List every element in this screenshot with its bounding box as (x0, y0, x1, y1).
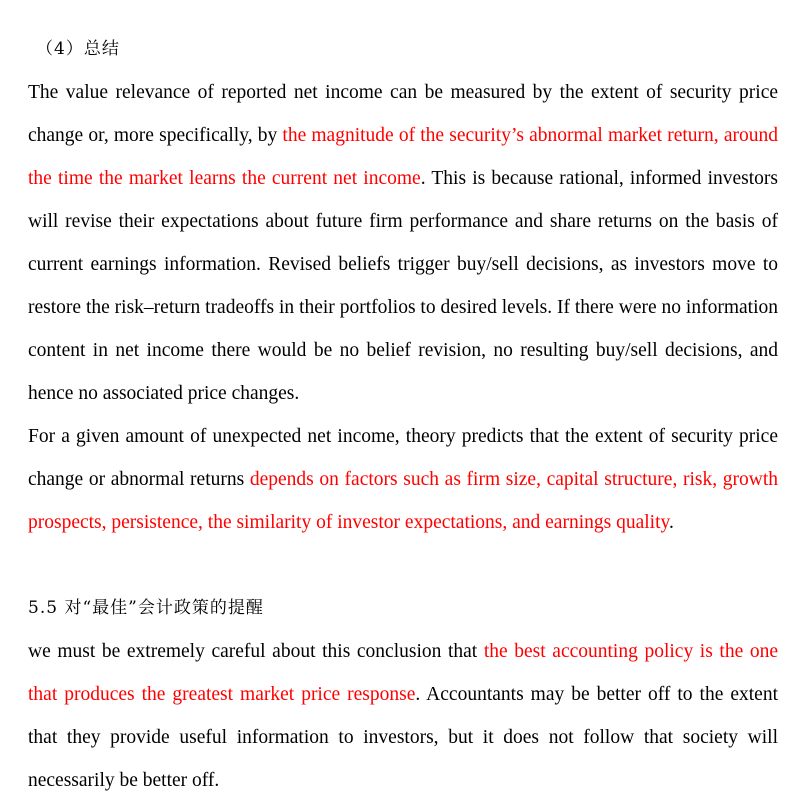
section-gap (28, 544, 778, 587)
paragraph-1-text-black-lead: The value relevance of reported net income can be measured by the extent of security price change or, more specifically, by (28, 82, 778, 146)
paragraph-best-policy-caution (28, 630, 778, 802)
paragraph-1-text-black-tail: . This is because rational, informed investors will revise their expectations about future firm performance and share returns on the basis of current earnings information. Revised beliefs trigger buy/sell decisions, as investors move to restore the risk–return tradeoffs in their portfolios to desired levels. If there were no information content in net income there would be no belief revision, no resulting buy/sell decisions, and hence no associated price changes. (28, 168, 778, 404)
paragraph-2-text-black-lead: For a given amount of unexpected net income, theory predicts that the extent of security price change or abnormal returns (28, 426, 778, 490)
heading-summary: （4）总结 (36, 39, 120, 59)
document-content (28, 0, 778, 802)
paragraph-value-relevance (28, 71, 778, 415)
heading-section-5-5: 5.5 对“最佳”会计政策的提醒 (28, 598, 264, 618)
paragraph-3-text-red: the best accounting policy is the one that produces the greatest market price response (28, 641, 778, 705)
paragraph-2-text-red: depends on factors such as firm size, capital structure, risk, growth prospects, persistence, the similarity of investor expectations, and earnings quality (28, 469, 779, 533)
paragraph-1-text-red: the magnitude of the security’s abnormal market return, around the time the market learns the current net income (28, 125, 778, 189)
paragraph-unexpected-income (28, 415, 778, 544)
paragraph-2-text-black-tail: . (668, 512, 674, 533)
paragraph-3-text-black-tail: . Accountants may be better off to the extent that they provide useful information to investors, but it does not follow that society will necessarily be better off. (28, 684, 778, 791)
paragraph-3-text-black-lead: we must be extremely careful about this conclusion that (28, 641, 484, 662)
